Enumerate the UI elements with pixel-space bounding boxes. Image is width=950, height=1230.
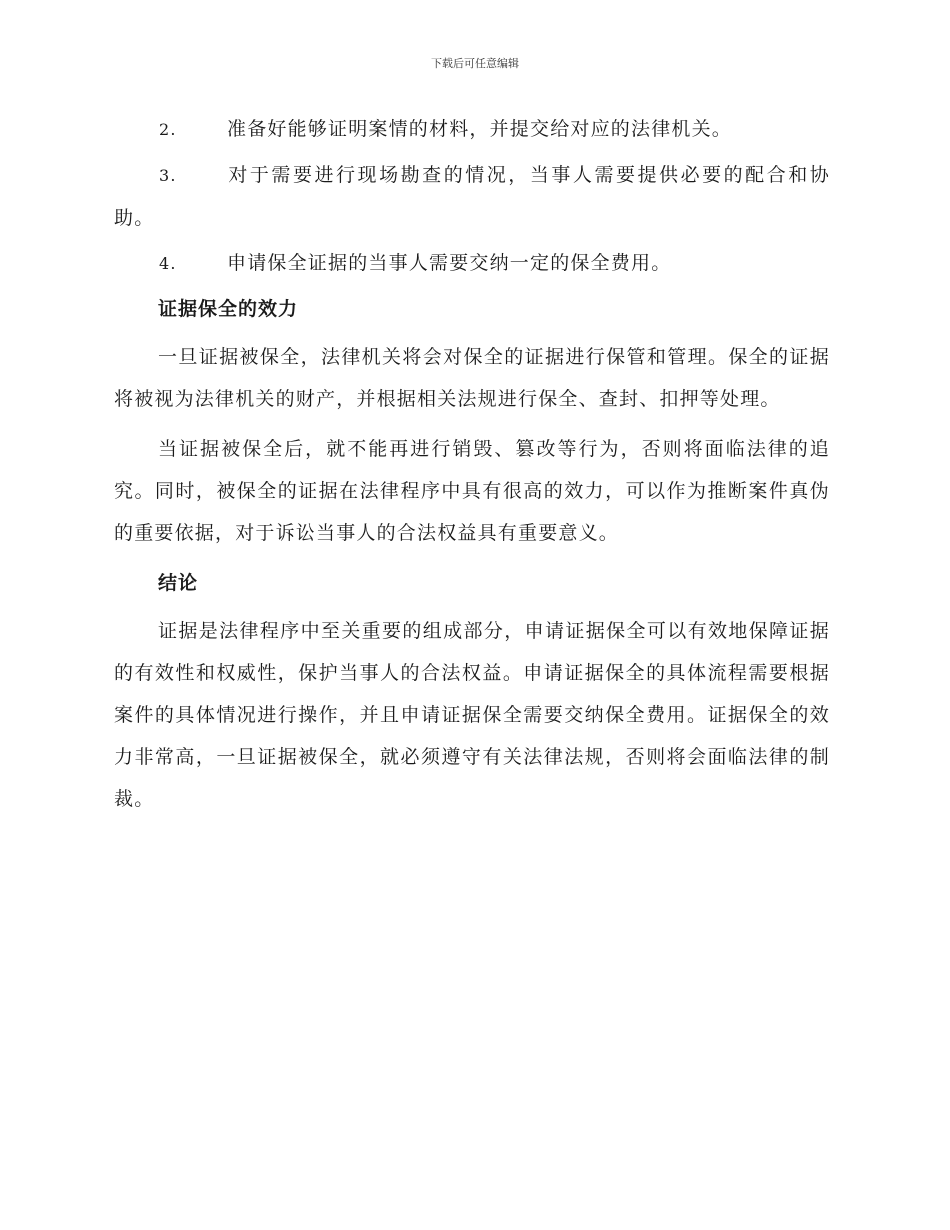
paragraph: 当证据被保全后，就不能再进行销毁、篡改等行为，否则将面临法律的追究。同时，被保全的证据在法律程序中具有很高的效力，可以作为推断案件真伪的重要依据，对于诉讼当事人的合法权益具有重要意义。 <box>114 438 830 544</box>
paragraph: 证据是法律程序中至关重要的组成部分，申请证据保全可以有效地保障证据的有效性和权威性，保护当事人的合法权益。申请证据保全的具体流程需要根据案件的具体情况进行操作，并且申请证据保全需要交纳保全费用。证据保全的效力非常高，一旦证据被保全，就必须遵守有关法律法规，否则将会面临法律的制裁。 <box>114 620 830 810</box>
list-text: 准备好能够证明案情的材料，并提交给对应的法律机关。 <box>227 118 733 140</box>
paragraph: 一旦证据被保全，法律机关将会对保全的证据进行保管和管理。保全的证据将被视为法律机关的财产，并根据相关法规进行保全、查封、扣押等处理。 <box>114 346 830 410</box>
page-header: 下载后可任意编辑 <box>431 57 519 70</box>
list-number: 2. <box>159 120 177 139</box>
section-heading-effect: 证据保全的效力 <box>158 298 299 320</box>
list-number: 3. <box>159 166 177 185</box>
section-heading-conclusion: 结论 <box>158 572 199 594</box>
list-item <box>114 242 830 285</box>
document-body <box>114 108 830 828</box>
list-item <box>114 108 830 151</box>
list-text: 申请保全证据的当事人需要交纳一定的保全费用。 <box>227 252 672 274</box>
list-item <box>114 154 830 239</box>
list-number: 4. <box>159 254 177 273</box>
list-text: 对于需要进行现场勘查的情况，当事人需要提供必要的配合和协助。 <box>114 164 830 229</box>
